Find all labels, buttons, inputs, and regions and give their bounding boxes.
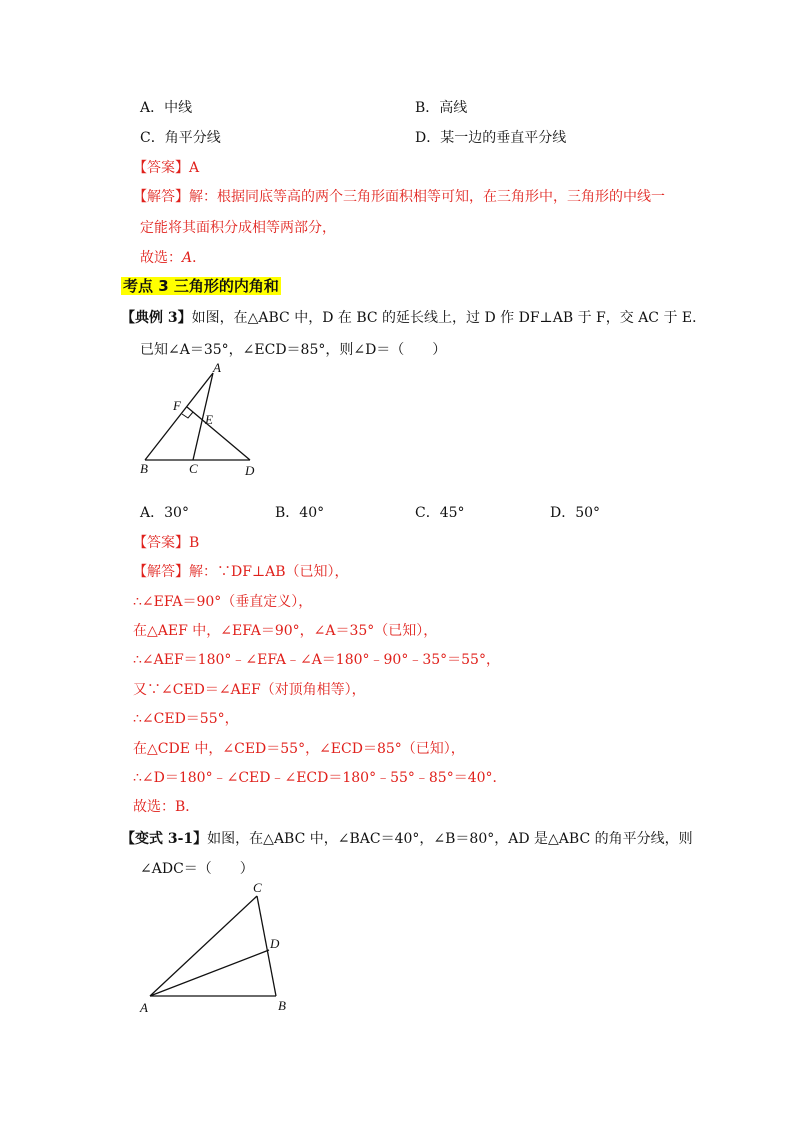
example3-option-b: B．40°	[275, 505, 325, 521]
example3-step-1: 【解答】解：∵DF⊥AB（已知），	[133, 564, 349, 580]
example3-stem-1: 【典例 3】如图，在△ABC 中，D 在 BC 的延长线上，过 D 作 DF⊥AB 于 F，交 AC 于 E．	[121, 310, 707, 326]
section-title: 考点 3 三角形的内角和	[123, 277, 279, 295]
example3-step-5: 又∵∠CED＝∠AEF（对顶角相等），	[133, 682, 366, 698]
label-a: A	[213, 360, 221, 375]
variant31-stem-1: 【变式 3-1】如图，在△ABC 中，∠BAC＝40°，∠B＝80°，AD 是△ABC 的角平分线，则	[121, 831, 693, 847]
segment-fd	[187, 407, 250, 460]
analysis-line-1: 【解答】解：根据同底等高的两个三角形面积相等可知，在三角形中，三角形的中线一	[133, 189, 665, 205]
example3-step-7: 在△CDE 中，∠CED＝55°，∠ECD＝85°（已知），	[133, 741, 465, 757]
conclusion-line: 故选：A．	[140, 250, 207, 266]
label-c: C	[189, 461, 198, 476]
label-c: C	[253, 880, 262, 895]
example3-stem-2: 已知∠A＝35°，∠ECD＝85°，则∠D＝（ ）	[140, 342, 447, 358]
example3-figure	[135, 360, 275, 480]
example3-step-6: ∴∠CED＝55°，	[133, 711, 239, 727]
answer-line: 【答案】A	[133, 160, 200, 176]
label-b: B	[140, 461, 148, 476]
example3-step-8: ∴∠D＝180°﹣∠CED﹣∠ECD＝180°﹣55°﹣85°＝40°．	[133, 770, 507, 786]
variant31-stem-2: ∠ADC＝（ ）	[140, 861, 254, 877]
example3-option-d: D．50°	[550, 505, 601, 521]
option-d: D．某一边的垂直平分线	[415, 130, 567, 146]
segment-ac	[150, 896, 257, 996]
right-angle-mark	[182, 412, 193, 418]
example3-step-9: 故选：B．	[133, 799, 200, 815]
option-b: B．高线	[415, 100, 468, 116]
option-a: A．中线	[140, 100, 193, 116]
example3-answer: 【答案】B	[133, 535, 200, 551]
example3-step-4: ∴∠AEF＝180°﹣∠EFA﹣∠A＝180°﹣90°﹣35°＝55°，	[133, 652, 500, 668]
analysis-line-2: 定能将其面积分成相等两部分，	[140, 220, 336, 236]
example3-step-3: 在△AEF 中，∠EFA＝90°，∠A＝35°（已知），	[133, 623, 438, 639]
label-e: E	[205, 412, 213, 427]
label-d: D	[270, 936, 280, 951]
example3-option-c: C．45°	[415, 505, 465, 521]
label-f: F	[173, 398, 181, 413]
label-d: D	[245, 463, 255, 478]
example3-step-2: ∴∠EFA＝90°（垂直定义），	[133, 594, 313, 610]
segment-ad	[150, 950, 269, 996]
label-b: B	[278, 998, 286, 1013]
label-a: A	[140, 1000, 148, 1015]
example3-option-a: A．30°	[140, 505, 189, 521]
option-c: C．角平分线	[140, 130, 221, 146]
variant31-figure	[138, 880, 298, 1020]
